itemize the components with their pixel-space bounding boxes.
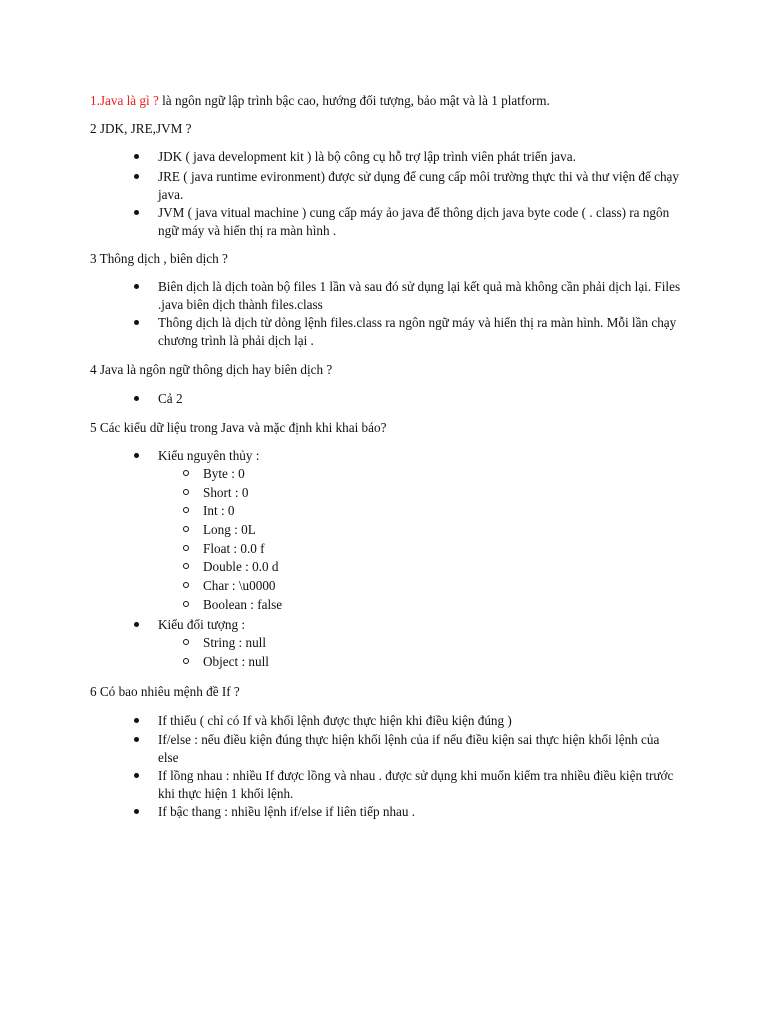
- list-item-text: Biên dịch là dịch toàn bộ files 1 lần và sau đó sử dụng lại kết quả mà không cần phải dịch lại. Files .java biên dịch thành files.class: [158, 279, 681, 312]
- bullet-icon: [134, 154, 139, 159]
- list-item-text: If/else : nếu điều kiện đúng thực hiện khối lệnh của if nếu điều kiện sai thực hiện khối lệnh của else: [158, 732, 660, 765]
- list-item: [158, 616, 683, 634]
- question-2-title: 2 JDK, JRE,JVM ?: [90, 121, 192, 136]
- bullet-icon: [134, 622, 139, 627]
- list-item: [158, 803, 683, 821]
- list-item-text: Object : null: [203, 654, 269, 669]
- list-item-text: Float : 0.0 f: [203, 541, 265, 556]
- circle-bullet-icon: [183, 470, 189, 476]
- list-item-text: Kiểu đối tượng :: [158, 617, 246, 632]
- list-item-text: JVM ( java vitual machine ) cung cấp máy ảo java để thông dịch java byte code ( . class) ra ngôn ngữ máy và hiển thị ra màn hình .: [158, 205, 670, 238]
- list-item-text: Thông dịch là dịch từ dòng lệnh files.class ra ngôn ngữ máy và hiển thị ra màn hình. Mỗi lần chạy chương trình là phải dịch lại .: [158, 315, 677, 348]
- sub-list-item: [203, 465, 728, 483]
- question-1-title: 1.Java là gì ?: [90, 93, 159, 108]
- bullet-icon: [134, 284, 139, 289]
- question-1: [90, 92, 550, 110]
- bullet-icon: [134, 396, 139, 401]
- list-item: [158, 712, 683, 730]
- list-item: [158, 204, 683, 240]
- sub-list-item: [203, 502, 728, 520]
- list-item-text: JDK ( java development kit ) là bộ công cụ hỗ trợ lập trình viên phát triển java.: [158, 149, 576, 164]
- sub-list-item: [203, 558, 728, 576]
- circle-bullet-icon: [183, 639, 189, 645]
- bullet-icon: [134, 453, 139, 458]
- list-item-text: String : null: [203, 635, 267, 650]
- list-item-text: If lồng nhau : nhiều If được lồng và nhau . được sử dụng khi muốn kiểm tra nhiều điều kiện trước khi thực hiện 1 khối lệnh.: [158, 768, 674, 801]
- circle-bullet-icon: [183, 563, 189, 569]
- sub-list-item: [203, 577, 728, 595]
- question-1-answer: là ngôn ngữ lập trình bậc cao, hướng đối tượng, bảo mật và là 1 platform.: [158, 93, 550, 108]
- bullet-icon: [134, 718, 139, 723]
- circle-bullet-icon: [183, 658, 189, 664]
- bullet-icon: [134, 174, 139, 179]
- sub-list-item: [203, 634, 728, 652]
- sub-list-item: [203, 653, 728, 671]
- list-item: [158, 731, 683, 767]
- list-item-text: Cả 2: [158, 391, 183, 406]
- circle-bullet-icon: [183, 489, 189, 495]
- sub-list-item: [203, 521, 728, 539]
- circle-bullet-icon: [183, 526, 189, 532]
- circle-bullet-icon: [183, 601, 189, 607]
- list-item: [158, 447, 683, 465]
- list-item: [158, 767, 683, 803]
- bullet-icon: [134, 737, 139, 742]
- circle-bullet-icon: [183, 582, 189, 588]
- list-item: [158, 278, 683, 314]
- sub-list-item: [203, 596, 728, 614]
- sub-list-item: [203, 540, 728, 558]
- question-6-title: 6 Có bao nhiêu mệnh đề If ?: [90, 684, 240, 699]
- list-item-text: Kiểu nguyên thủy :: [158, 448, 260, 463]
- list-item-text: Char : \u0000: [203, 578, 276, 593]
- bullet-icon: [134, 773, 139, 778]
- list-item-text: Double : 0.0 d: [203, 559, 279, 574]
- list-item-text: Int : 0: [203, 503, 235, 518]
- list-item-text: Byte : 0: [203, 466, 245, 481]
- list-item-text: Long : 0L: [203, 522, 256, 537]
- circle-bullet-icon: [183, 545, 189, 551]
- question-3-title: 3 Thông dịch , biên dịch ?: [90, 251, 228, 266]
- list-item-text: Boolean : false: [203, 597, 283, 612]
- list-item-text: If bậc thang : nhiều lệnh if/else if liên tiếp nhau .: [158, 804, 416, 819]
- question-4-title: 4 Java là ngôn ngữ thông dịch hay biên dịch ?: [90, 362, 333, 377]
- list-item-text: If thiếu ( chỉ có If và khối lệnh được thực hiện khi điều kiện đúng ): [158, 713, 512, 728]
- list-item: [158, 168, 683, 204]
- list-item: [158, 314, 683, 350]
- bullet-icon: [134, 210, 139, 215]
- bullet-icon: [134, 320, 139, 325]
- circle-bullet-icon: [183, 507, 189, 513]
- sub-list-item: [203, 484, 728, 502]
- bullet-icon: [134, 809, 139, 814]
- list-item-text: Short : 0: [203, 485, 249, 500]
- list-item: [158, 148, 683, 166]
- list-item-text: JRE ( java runtime evironment) được sử dụng để cung cấp môi trường thực thi và thư viện để chạy java.: [158, 169, 680, 202]
- list-item: [158, 390, 683, 408]
- question-5-title: 5 Các kiểu dữ liệu trong Java và mặc định khi khai báo?: [90, 420, 387, 435]
